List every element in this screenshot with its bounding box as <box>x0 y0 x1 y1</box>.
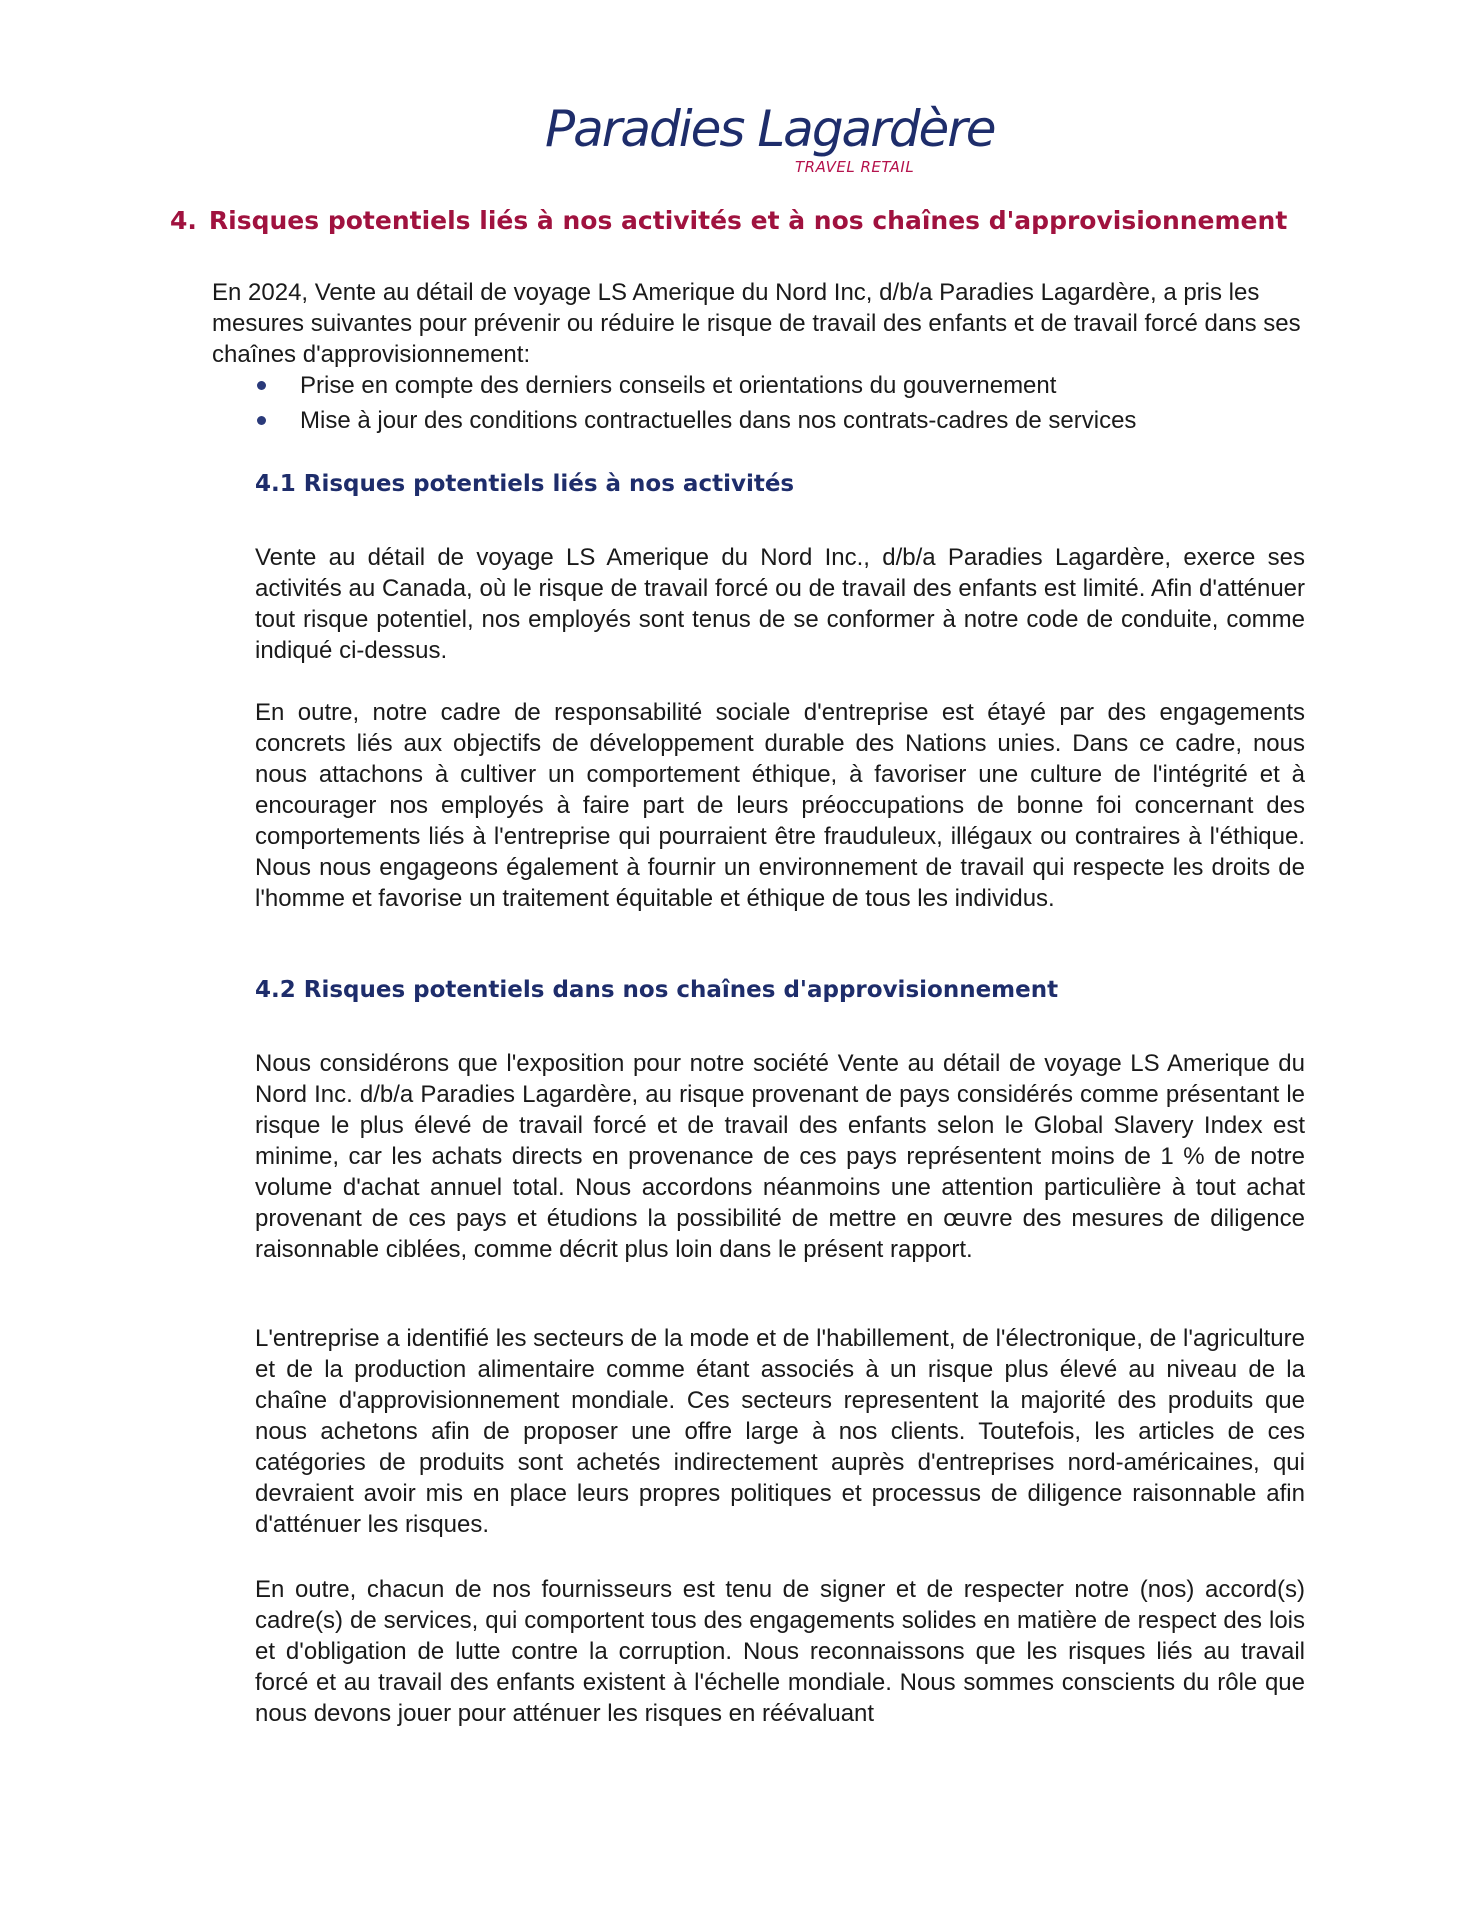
paragraph: En outre, notre cadre de responsabilité sociale d'entreprise est étayé par des engagements concrets liés aux objectifs de développement durable des Nations unies. Dans ce cadre, nous nous attachons à cultiver un comportement éthique, à favoriser une culture de l'intégrité et à encourager nos employés à faire part de leurs préoccupations de bonne foi concernant des comportements liés à l'entreprise qui pourraient être frauduleux, illégaux ou contraires à l'éthique. Nous nous engageons également à fournir un environnement de travail qui respecte les droits de l'homme et favorise un traitement équitable et éthique de tous les individus. <box>255 699 1305 912</box>
measures-list <box>248 368 1136 438</box>
subsection-4-2-heading <box>255 977 1058 1003</box>
paragraph: Vente au détail de voyage LS Amerique du Nord Inc., d/b/a Paradies Lagardère, exerce ses activités au Canada, où le risque de travail forcé ou de travail des enfants est limité. Afin d'atténuer tout risque potentiel, nos employés sont tenus de se conformer à notre code de conduite, comme indiqué ci-dessus. <box>255 544 1305 664</box>
list-item <box>248 368 1136 403</box>
section-number: 4. <box>170 206 197 235</box>
section-title: Risques potentiels liés à nos activités et à nos chaînes d'approvisionnement <box>208 206 1288 235</box>
intro-paragraph: En 2024, Vente au détail de voyage LS Amerique du Nord Inc, d/b/a Paradies Lagardère, a pris les mesures suivantes pour prévenir ou réduire le risque de travail des enfants et de travail forcé dans ses chaînes d'approvisionnement: <box>212 279 1301 368</box>
subsection-4-1-heading <box>255 471 794 497</box>
paragraph: Nous considérons que l'exposition pour notre société Vente au détail de voyage LS Amerique du Nord Inc. d/b/a Paradies Lagardère, au risque provenant de pays considérés comme présentant le risque le plus élevé de travail forcé et de travail des enfants selon le Global Slavery Index est minime, car les achats directs en provenance de ces pays représentent moins de 1 % de notre volume d'achat annuel total. Nous accordons néanmoins une attention particulière à tout achat provenant de ces pays et étudions la possibilité de mettre en œuvre des mesures de diligence raisonnable ciblées, comme décrit plus loin dans le présent rapport. <box>255 1050 1305 1263</box>
list-item <box>248 403 1136 438</box>
list-item-text: Mise à jour des conditions contractuelles dans nos contrats-cadres de services <box>300 407 1137 434</box>
list-item-text: Prise en compte des derniers conseils et orientations du gouvernement <box>300 372 1057 399</box>
subsection-title: Risques potentiels dans nos chaînes d'approvisionnement <box>303 977 1059 1003</box>
paragraph: L'entreprise a identifié les secteurs de la mode et de l'habillement, de l'électronique, de l'agriculture et de la production alimentaire comme étant associés à un risque plus élevé au niveau de la chaîne d'approvisionnement mondiale. Ces secteurs representent la majorité des produits que nous achetons afin de proposer une offre large à nos clients. Toutefois, les articles de ces catégories de produits sont achetés indirectement auprès d'entreprises nord-américaines, qui devraient avoir mis en place leurs propres politiques et processus de diligence raisonnable afin d'atténuer les risques. <box>255 1325 1305 1538</box>
logo-wordmark: Paradies Lagardère <box>545 100 995 158</box>
subsection-number: 4.1 <box>255 471 296 497</box>
bullet-icon <box>257 416 266 425</box>
paragraph: En outre, chacun de nos fournisseurs est tenu de signer et de respecter notre (nos) accord(s) cadre(s) de services, qui comportent tous des engagements solides en matière de respect des lois et d'obligation de lutte contre la corruption. Nous reconnaissons que les risques liés au travail forcé et au travail des enfants existent à l'échelle mondiale. Nous sommes conscients du rôle que nous devons jouer pour atténuer les risques en réévaluant <box>255 1576 1305 1727</box>
section-heading <box>170 206 1287 235</box>
logo-tagline: TRAVEL RETAIL <box>795 158 915 176</box>
company-logo <box>545 100 995 184</box>
subsection-title: Risques potentiels liés à nos activités <box>303 471 795 497</box>
bullet-icon <box>257 381 266 390</box>
subsection-number: 4.2 <box>255 977 296 1003</box>
